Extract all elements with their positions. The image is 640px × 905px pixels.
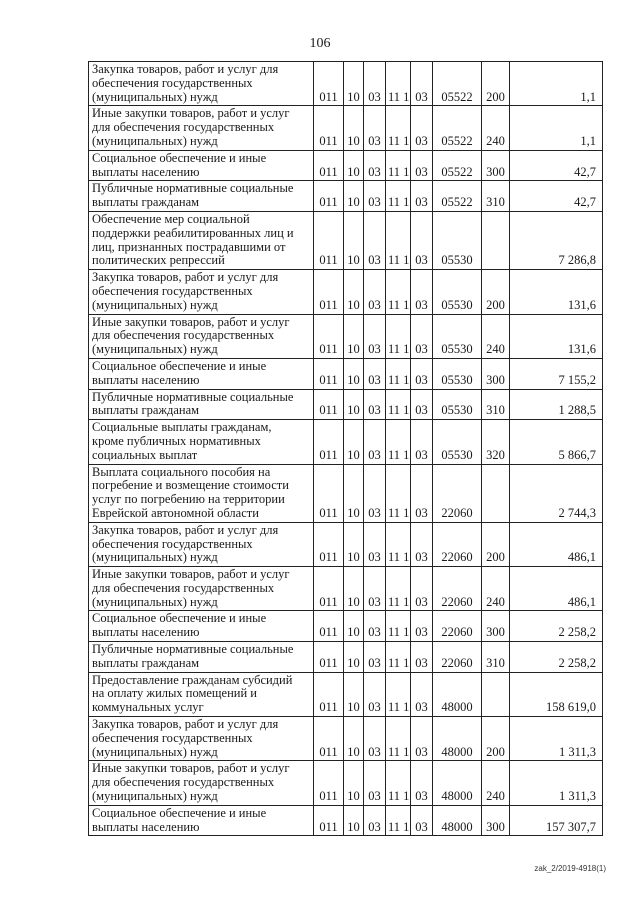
- program-code-cell: 11 1: [386, 420, 411, 464]
- direction-code-cell: 22060: [433, 522, 482, 566]
- amount-cell: 2 258,2: [510, 611, 603, 642]
- expense-name-cell: [89, 717, 314, 761]
- program-code-cell: 11 1: [386, 211, 411, 269]
- table-row: [89, 761, 603, 805]
- program-code-cell: 11 1: [386, 805, 411, 836]
- section-code-cell: 10: [344, 642, 364, 673]
- grbs-code-cell: 011: [314, 717, 344, 761]
- amount-cell: 158 619,0: [510, 672, 603, 716]
- amount-cell: 131,6: [510, 270, 603, 314]
- expense-name-line: (муниципальных) нужд: [92, 297, 218, 312]
- section-code-cell: 10: [344, 389, 364, 420]
- amount-cell: 1 311,3: [510, 761, 603, 805]
- program-code-cell: 11 1: [386, 642, 411, 673]
- expense-name-line: для обеспечения государственных: [92, 580, 275, 595]
- expense-name-line: Иные закупки товаров, работ и услуг: [92, 567, 290, 582]
- subsection-code-cell: 03: [364, 358, 386, 389]
- expense-name-line: для обеспечения государственных: [92, 328, 275, 343]
- expense-name-cell: [89, 805, 314, 836]
- section-code-cell: 10: [344, 717, 364, 761]
- expense-name-line: (муниципальных) нужд: [92, 342, 218, 357]
- subprogram-code-cell: 03: [411, 464, 433, 522]
- subprogram-code-cell: 03: [411, 611, 433, 642]
- grbs-code-cell: 011: [314, 805, 344, 836]
- grbs-code-cell: 011: [314, 567, 344, 611]
- direction-code-cell: 05522: [433, 150, 482, 181]
- program-code-cell: 11 1: [386, 611, 411, 642]
- table-row: [89, 420, 603, 464]
- table-row: [89, 358, 603, 389]
- expense-name-line: Социальное обеспечение и иные: [92, 358, 267, 373]
- section-code-cell: 10: [344, 62, 364, 106]
- section-code-cell: 10: [344, 567, 364, 611]
- subprogram-code-cell: 03: [411, 567, 433, 611]
- expense-name-cell: [89, 642, 314, 673]
- section-code-cell: 10: [344, 181, 364, 212]
- subprogram-code-cell: 03: [411, 314, 433, 358]
- expense-name-cell: [89, 181, 314, 212]
- subsection-code-cell: 03: [364, 150, 386, 181]
- grbs-code-cell: 011: [314, 314, 344, 358]
- table-row: [89, 717, 603, 761]
- direction-code-cell: 22060: [433, 642, 482, 673]
- program-code-cell: 11 1: [386, 358, 411, 389]
- expense-type-cell: 240: [482, 106, 510, 150]
- expense-type-cell: 200: [482, 270, 510, 314]
- expense-type-cell: 200: [482, 62, 510, 106]
- expense-name-line: выплаты населению: [92, 164, 200, 179]
- amount-cell: 7 155,2: [510, 358, 603, 389]
- table-row: [89, 642, 603, 673]
- expense-name-line: (муниципальных) нужд: [92, 133, 218, 148]
- expense-name-line: Социальное обеспечение и иные: [92, 805, 267, 820]
- expense-name-line: Закупка товаров, работ и услуг для: [92, 522, 279, 537]
- table-row: [89, 181, 603, 212]
- expense-name-line: для обеспечения государственных: [92, 775, 275, 790]
- direction-code-cell: 05530: [433, 211, 482, 269]
- expense-type-cell: 240: [482, 567, 510, 611]
- expense-name-line: Публичные нормативные социальные: [92, 389, 294, 404]
- section-code-cell: 10: [344, 211, 364, 269]
- expense-name-line: выплаты гражданам: [92, 195, 200, 210]
- expense-name-cell: [89, 567, 314, 611]
- table-row: [89, 106, 603, 150]
- expense-type-cell: 320: [482, 420, 510, 464]
- expense-name-line: на оплату жилых помещений и: [92, 686, 257, 701]
- expense-name-line: Публичные нормативные социальные: [92, 181, 294, 196]
- section-code-cell: 10: [344, 522, 364, 566]
- subsection-code-cell: 03: [364, 717, 386, 761]
- expense-name-line: Социальное обеспечение и иные: [92, 611, 267, 626]
- expense-type-cell: 300: [482, 611, 510, 642]
- direction-code-cell: 48000: [433, 717, 482, 761]
- table-row: [89, 62, 603, 106]
- expense-name-line: Закупка товаров, работ и услуг для: [92, 717, 279, 732]
- subsection-code-cell: 03: [364, 211, 386, 269]
- expense-name-line: коммунальных услуг: [92, 700, 204, 715]
- expense-name-line: (муниципальных) нужд: [92, 550, 218, 565]
- expense-type-cell: 300: [482, 150, 510, 181]
- expense-name-line: выплаты гражданам: [92, 655, 200, 670]
- grbs-code-cell: 011: [314, 642, 344, 673]
- amount-cell: 2 258,2: [510, 642, 603, 673]
- expense-type-cell: 200: [482, 717, 510, 761]
- grbs-code-cell: 011: [314, 389, 344, 420]
- expense-type-cell: 240: [482, 761, 510, 805]
- expense-name-line: обеспечения государственных: [92, 283, 253, 298]
- subsection-code-cell: 03: [364, 567, 386, 611]
- expense-type-cell: 310: [482, 642, 510, 673]
- expense-name-line: Публичные нормативные социальные: [92, 642, 294, 657]
- grbs-code-cell: 011: [314, 672, 344, 716]
- program-code-cell: 11 1: [386, 270, 411, 314]
- direction-code-cell: 05522: [433, 181, 482, 212]
- section-code-cell: 10: [344, 150, 364, 181]
- table-row: [89, 211, 603, 269]
- subsection-code-cell: 03: [364, 761, 386, 805]
- expense-name-line: для обеспечения государственных: [92, 120, 275, 135]
- grbs-code-cell: 011: [314, 150, 344, 181]
- table-row: [89, 567, 603, 611]
- grbs-code-cell: 011: [314, 522, 344, 566]
- expense-name-line: политических репрессий: [92, 253, 225, 268]
- section-code-cell: 10: [344, 314, 364, 358]
- subsection-code-cell: 03: [364, 106, 386, 150]
- direction-code-cell: 05522: [433, 106, 482, 150]
- program-code-cell: 11 1: [386, 761, 411, 805]
- grbs-code-cell: 011: [314, 464, 344, 522]
- amount-cell: 1,1: [510, 62, 603, 106]
- program-code-cell: 11 1: [386, 522, 411, 566]
- subsection-code-cell: 03: [364, 314, 386, 358]
- subprogram-code-cell: 03: [411, 106, 433, 150]
- page-number: 106: [309, 36, 331, 51]
- subprogram-code-cell: 03: [411, 420, 433, 464]
- table-row: [89, 522, 603, 566]
- expense-name-line: выплаты гражданам: [92, 403, 200, 418]
- expense-name-line: обеспечения государственных: [92, 730, 253, 745]
- subprogram-code-cell: 03: [411, 642, 433, 673]
- table-row: [89, 270, 603, 314]
- expense-type-cell: [482, 211, 510, 269]
- expense-name-cell: [89, 358, 314, 389]
- budget-table-body: [89, 62, 603, 836]
- section-code-cell: 10: [344, 805, 364, 836]
- subprogram-code-cell: 03: [411, 389, 433, 420]
- subprogram-code-cell: 03: [411, 358, 433, 389]
- subsection-code-cell: 03: [364, 522, 386, 566]
- expense-type-cell: 240: [482, 314, 510, 358]
- expense-name-line: выплаты населению: [92, 625, 200, 640]
- direction-code-cell: 22060: [433, 567, 482, 611]
- subsection-code-cell: 03: [364, 464, 386, 522]
- expense-name-line: услуг по погребению на территории: [92, 492, 285, 507]
- grbs-code-cell: 011: [314, 358, 344, 389]
- expense-type-cell: 200: [482, 522, 510, 566]
- expense-name-line: Иные закупки товаров, работ и услуг: [92, 106, 290, 121]
- grbs-code-cell: 011: [314, 211, 344, 269]
- program-code-cell: 11 1: [386, 62, 411, 106]
- table-row: [89, 611, 603, 642]
- section-code-cell: 10: [344, 611, 364, 642]
- table-row: [89, 389, 603, 420]
- direction-code-cell: 05530: [433, 420, 482, 464]
- section-code-cell: 10: [344, 672, 364, 716]
- expense-name-line: кроме публичных нормативных: [92, 433, 261, 448]
- expense-name-line: Иные закупки товаров, работ и услуг: [92, 761, 290, 776]
- subprogram-code-cell: 03: [411, 717, 433, 761]
- subsection-code-cell: 03: [364, 389, 386, 420]
- expense-name-line: (муниципальных) нужд: [92, 89, 218, 104]
- expense-name-cell: [89, 464, 314, 522]
- table-row: [89, 672, 603, 716]
- expense-name-line: Предоставление гражданам субсидий: [92, 672, 293, 687]
- expense-name-line: (муниципальных) нужд: [92, 594, 218, 609]
- amount-cell: 42,7: [510, 150, 603, 181]
- expense-name-line: Обеспечение мер социальной: [92, 211, 250, 226]
- section-code-cell: 10: [344, 464, 364, 522]
- expense-type-cell: 310: [482, 181, 510, 212]
- amount-cell: 5 866,7: [510, 420, 603, 464]
- amount-cell: 486,1: [510, 522, 603, 566]
- expense-name-cell: [89, 270, 314, 314]
- expense-name-line: погребение и возмещение стоимости: [92, 478, 289, 493]
- subprogram-code-cell: 03: [411, 522, 433, 566]
- program-code-cell: 11 1: [386, 106, 411, 150]
- direction-code-cell: 48000: [433, 761, 482, 805]
- subprogram-code-cell: 03: [411, 672, 433, 716]
- program-code-cell: 11 1: [386, 150, 411, 181]
- expense-name-cell: [89, 522, 314, 566]
- amount-cell: 2 744,3: [510, 464, 603, 522]
- expense-name-line: обеспечения государственных: [92, 536, 253, 551]
- expense-type-cell: 300: [482, 358, 510, 389]
- direction-code-cell: 05522: [433, 62, 482, 106]
- grbs-code-cell: 011: [314, 270, 344, 314]
- expense-type-cell: 310: [482, 389, 510, 420]
- subsection-code-cell: 03: [364, 805, 386, 836]
- section-code-cell: 10: [344, 420, 364, 464]
- expense-name-cell: [89, 150, 314, 181]
- expense-type-cell: 300: [482, 805, 510, 836]
- subprogram-code-cell: 03: [411, 62, 433, 106]
- subprogram-code-cell: 03: [411, 805, 433, 836]
- amount-cell: 1,1: [510, 106, 603, 150]
- subsection-code-cell: 03: [364, 62, 386, 106]
- expense-name-line: Социальное обеспечение и иные: [92, 150, 267, 165]
- grbs-code-cell: 011: [314, 420, 344, 464]
- subsection-code-cell: 03: [364, 672, 386, 716]
- amount-cell: 7 286,8: [510, 211, 603, 269]
- grbs-code-cell: 011: [314, 611, 344, 642]
- direction-code-cell: 05530: [433, 270, 482, 314]
- program-code-cell: 11 1: [386, 389, 411, 420]
- amount-cell: 131,6: [510, 314, 603, 358]
- expense-name-line: Иные закупки товаров, работ и услуг: [92, 314, 290, 329]
- section-code-cell: 10: [344, 358, 364, 389]
- expense-name-line: социальных выплат: [92, 447, 198, 462]
- table-row: [89, 464, 603, 522]
- amount-cell: 157 307,7: [510, 805, 603, 836]
- subsection-code-cell: 03: [364, 181, 386, 212]
- program-code-cell: 11 1: [386, 314, 411, 358]
- subsection-code-cell: 03: [364, 420, 386, 464]
- expense-name-cell: [89, 389, 314, 420]
- amount-cell: 486,1: [510, 567, 603, 611]
- expense-name-line: Закупка товаров, работ и услуг для: [92, 270, 279, 285]
- subprogram-code-cell: 03: [411, 211, 433, 269]
- program-code-cell: 11 1: [386, 181, 411, 212]
- expense-name-line: выплаты населению: [92, 819, 200, 834]
- expense-name-cell: [89, 211, 314, 269]
- expense-name-line: выплаты населению: [92, 372, 200, 387]
- table-row: [89, 314, 603, 358]
- subprogram-code-cell: 03: [411, 761, 433, 805]
- subprogram-code-cell: 03: [411, 181, 433, 212]
- direction-code-cell: 22060: [433, 611, 482, 642]
- grbs-code-cell: 011: [314, 761, 344, 805]
- subprogram-code-cell: 03: [411, 270, 433, 314]
- expense-name-line: (муниципальных) нужд: [92, 744, 218, 759]
- expense-type-cell: [482, 672, 510, 716]
- expense-name-cell: [89, 106, 314, 150]
- program-code-cell: 11 1: [386, 567, 411, 611]
- section-code-cell: 10: [344, 270, 364, 314]
- section-code-cell: 10: [344, 761, 364, 805]
- section-code-cell: 10: [344, 106, 364, 150]
- amount-cell: 1 288,5: [510, 389, 603, 420]
- direction-code-cell: 48000: [433, 672, 482, 716]
- expense-name-line: Социальные выплаты гражданам,: [92, 420, 272, 435]
- expense-name-line: поддержки реабилитированных лиц и: [92, 225, 294, 240]
- grbs-code-cell: 011: [314, 62, 344, 106]
- expense-name-line: обеспечения государственных: [92, 75, 253, 90]
- expense-name-line: Закупка товаров, работ и услуг для: [92, 62, 279, 76]
- expense-name-line: Еврейской автономной области: [92, 505, 259, 520]
- amount-cell: 42,7: [510, 181, 603, 212]
- expense-name-cell: [89, 420, 314, 464]
- direction-code-cell: 05530: [433, 389, 482, 420]
- grbs-code-cell: 011: [314, 106, 344, 150]
- expense-name-line: (муниципальных) нужд: [92, 789, 218, 804]
- expense-name-cell: [89, 62, 314, 106]
- expense-name-cell: [89, 761, 314, 805]
- table-row: [89, 150, 603, 181]
- document-code: zak_2/2019-4918(1): [534, 864, 606, 873]
- amount-cell: 1 311,3: [510, 717, 603, 761]
- subsection-code-cell: 03: [364, 642, 386, 673]
- expense-name-cell: [89, 672, 314, 716]
- program-code-cell: 11 1: [386, 464, 411, 522]
- direction-code-cell: 05530: [433, 314, 482, 358]
- expense-name-cell: [89, 611, 314, 642]
- table-row: [89, 805, 603, 836]
- budget-table: [88, 61, 603, 836]
- subprogram-code-cell: 03: [411, 150, 433, 181]
- expense-name-cell: [89, 314, 314, 358]
- grbs-code-cell: 011: [314, 181, 344, 212]
- direction-code-cell: 05530: [433, 358, 482, 389]
- subsection-code-cell: 03: [364, 611, 386, 642]
- subsection-code-cell: 03: [364, 270, 386, 314]
- expense-type-cell: [482, 464, 510, 522]
- program-code-cell: 11 1: [386, 717, 411, 761]
- program-code-cell: 11 1: [386, 672, 411, 716]
- direction-code-cell: 48000: [433, 805, 482, 836]
- expense-name-line: лиц, признанных пострадавшими от: [92, 239, 286, 254]
- expense-name-line: Выплата социального пособия на: [92, 464, 271, 479]
- direction-code-cell: 22060: [433, 464, 482, 522]
